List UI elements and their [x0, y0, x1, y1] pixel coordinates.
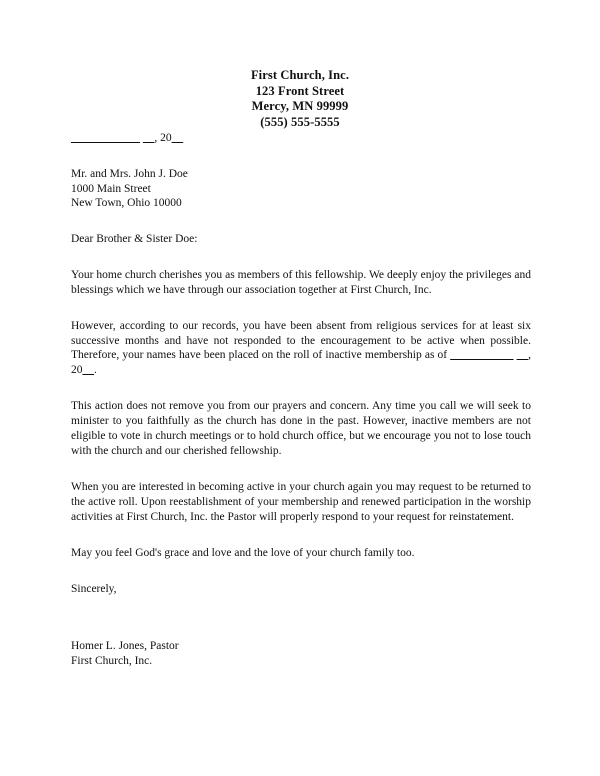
- effective-date-separator: , 20: [71, 349, 532, 377]
- letterhead-organization: First Church, Inc.: [250, 68, 350, 82]
- signature-block: [71, 639, 531, 668]
- paragraph-2: [71, 319, 531, 379]
- paragraph-1: Your home church cherishes you as members of this fellowship. We deeply enjoy the privileges and blessings which we have through our association together at First Church, Inc.: [71, 268, 531, 296]
- date-line: [71, 131, 531, 146]
- effective-date-day-blank: __: [516, 349, 529, 362]
- paragraph-3: This action does not remove you from our prayers and concern. Any time you call we will seek to minister to you faithfully as the church has done in the past. However, inactive members are not eligible to vote in church meetings or to hold church office, but we encourage you not to lose touch with the church and our cherished fellowship.: [71, 400, 531, 457]
- letterhead-city-state-zip: Mercy, MN 99999: [251, 99, 349, 113]
- salutation: Dear Brother & Sister Doe:: [71, 233, 198, 246]
- letterhead: [0, 68, 600, 130]
- date-day-blank: __: [142, 132, 155, 144]
- recipient-street: 1000 Main Street: [71, 182, 151, 195]
- letter-body: [71, 131, 531, 669]
- paragraph-5: May you feel God's grace and love and the love of your church family too.: [71, 546, 415, 559]
- paragraph-2-text-after-blank: .: [94, 364, 97, 377]
- closing-salutation: Sincerely,: [71, 582, 117, 595]
- date-month-blank: ____________: [71, 132, 140, 144]
- date-separator: , 20: [154, 132, 172, 144]
- recipient-address: [71, 167, 531, 211]
- signer-organization: First Church, Inc.: [71, 655, 153, 668]
- paragraph-4: When you are interested in becoming active in your church again you may request to be returned to the active roll. Upon reestablishment of your membership and renewed participation in the worship activities at First Church, Inc. the Pastor will properly respond to your request for reinstatement.: [71, 480, 531, 523]
- letterhead-phone: (555) 555-5555: [260, 114, 340, 129]
- recipient-city-state-zip: New Town, Ohio 10000: [71, 197, 182, 210]
- recipient-name: Mr. and Mrs. John J. Doe: [71, 168, 188, 180]
- signer-name-title: Homer L. Jones, Pastor: [71, 640, 179, 653]
- date-year-blank: __: [171, 132, 184, 144]
- effective-date-month-blank: ___________: [450, 349, 514, 362]
- paragraph-2-text-before-blank: However, according to our records, you have been absent from religious services for at least six successive months and have not responded to the encouragement to be active when possible. Therefore, your names have been placed on the roll of inactive membership as of: [71, 319, 531, 362]
- letterhead-street: 123 Front Street: [255, 83, 345, 98]
- effective-date-year-blank: __: [82, 364, 94, 377]
